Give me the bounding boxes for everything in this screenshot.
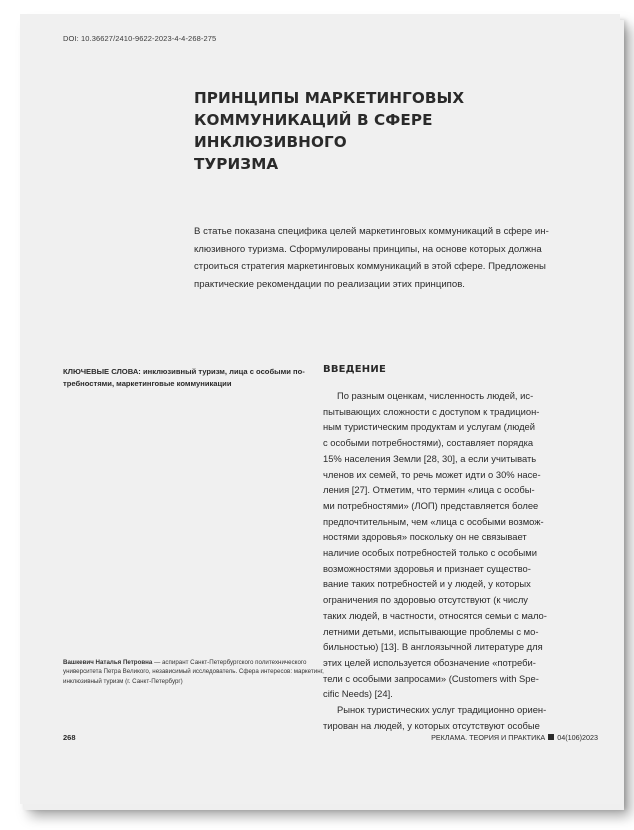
- body-line: вание таких потребностей и у людей, у которых: [323, 578, 531, 590]
- body-line: с особыми потребностями), составляет порядка: [323, 437, 534, 449]
- body-line: 15% населения Земли [28, 30], а если учитывать: [323, 452, 537, 464]
- title-line: КОММУНИКАЦИЙ В СФЕРЕ ИНКЛЮЗИВНОГО: [194, 111, 433, 151]
- body-line: По разным оценкам, численность людей, ис-: [337, 390, 534, 401]
- author-line: инклюзивный туризм (г. Санкт-Петербург): [63, 677, 183, 685]
- article-title: [194, 87, 584, 175]
- title-line: ПРИНЦИПЫ МАРКЕТИНГОВЫХ: [194, 89, 465, 107]
- body-line: бильностью) [13]. В англоязычной литературе для: [323, 641, 543, 653]
- body-line: предпочтительным, чем «лица с особыми возмож-: [323, 515, 544, 527]
- section-heading: ВВЕДЕНИЕ: [323, 364, 386, 375]
- keywords-line: требностями, маркетинговые коммуникации: [63, 378, 232, 388]
- author-name: Вашкевич Наталья Петровна: [63, 659, 153, 666]
- doi-line: DOI: 10.36627/2410-9622-2023-4-4-268-275: [63, 34, 217, 43]
- body-text: [323, 388, 585, 733]
- body-line: cific Needs) [24].: [323, 688, 393, 700]
- body-line: ным туристическим продуктам и услугам (людей: [323, 421, 535, 433]
- body-line: ностями здоровья» поскольку он не связывает: [323, 531, 527, 543]
- square-separator-icon: [548, 734, 554, 740]
- body-line: ограничения по здоровью отсутствуют (к числу: [323, 594, 528, 606]
- abstract-line: клюзивного туризма. Сформулированы принципы, на основе которых должна: [194, 243, 542, 255]
- body-line: ми потребностями» (ЛОП) представляется более: [323, 499, 539, 511]
- body-line: таких людей, в частности, относятся семьи с мало-: [323, 609, 547, 621]
- author-line: университета Петра Великого, независимый исследователь. Сфера интересов: маркетинг,: [63, 668, 324, 676]
- body-line: наличие особых потребностей только с особыми: [323, 547, 537, 559]
- author-affiliation: — аспирант Санкт-Петербургского политехнического: [152, 659, 307, 666]
- page-number: 268: [63, 733, 76, 742]
- title-line: ТУРИЗМА: [194, 155, 279, 173]
- body-line: тели с особыми запросами» (Customers with Spe-: [323, 672, 539, 684]
- abstract-line: практические рекомендации по реализации этих принципов.: [194, 278, 465, 290]
- body-line: Рынок туристических услуг традиционно ориен-: [337, 704, 547, 716]
- abstract-line: В статье показана специфика целей маркетинговых коммуникаций в сфере ин-: [194, 226, 549, 237]
- body-line: ления [27]. Отметим, что термин «лица с особы-: [323, 484, 535, 496]
- body-line: возможностями здоровья и признает существо-: [323, 562, 531, 574]
- author-line: [63, 658, 313, 667]
- body-line: летними детьми, испытывающие проблемы с мо-: [323, 625, 539, 637]
- body-line: пытывающих сложности с доступом к традицион-: [323, 405, 540, 417]
- keywords-block: [63, 366, 313, 389]
- issue-number: 04(106)2023: [557, 733, 598, 742]
- author-info: [63, 658, 324, 686]
- body-line: этих целей используется обозначение «потреби-: [323, 656, 536, 668]
- body-line: тирован на людей, у которых отсутствуют особые: [323, 719, 540, 731]
- journal-name: РЕКЛАМА. ТЕОРИЯ И ПРАКТИКА: [431, 733, 546, 742]
- abstract-line: строиться стратегия маркетинговых коммуникаций в этой сфере. Предложены: [194, 261, 546, 273]
- abstract: [194, 223, 570, 293]
- body-line: членов их семей, то речь может идти о 30% насе-: [323, 468, 541, 480]
- footer-journal: [431, 733, 598, 742]
- keywords-line: КЛЮЧЕВЫЕ СЛОВА: инклюзивный туризм, лица с особыми по-: [63, 367, 305, 376]
